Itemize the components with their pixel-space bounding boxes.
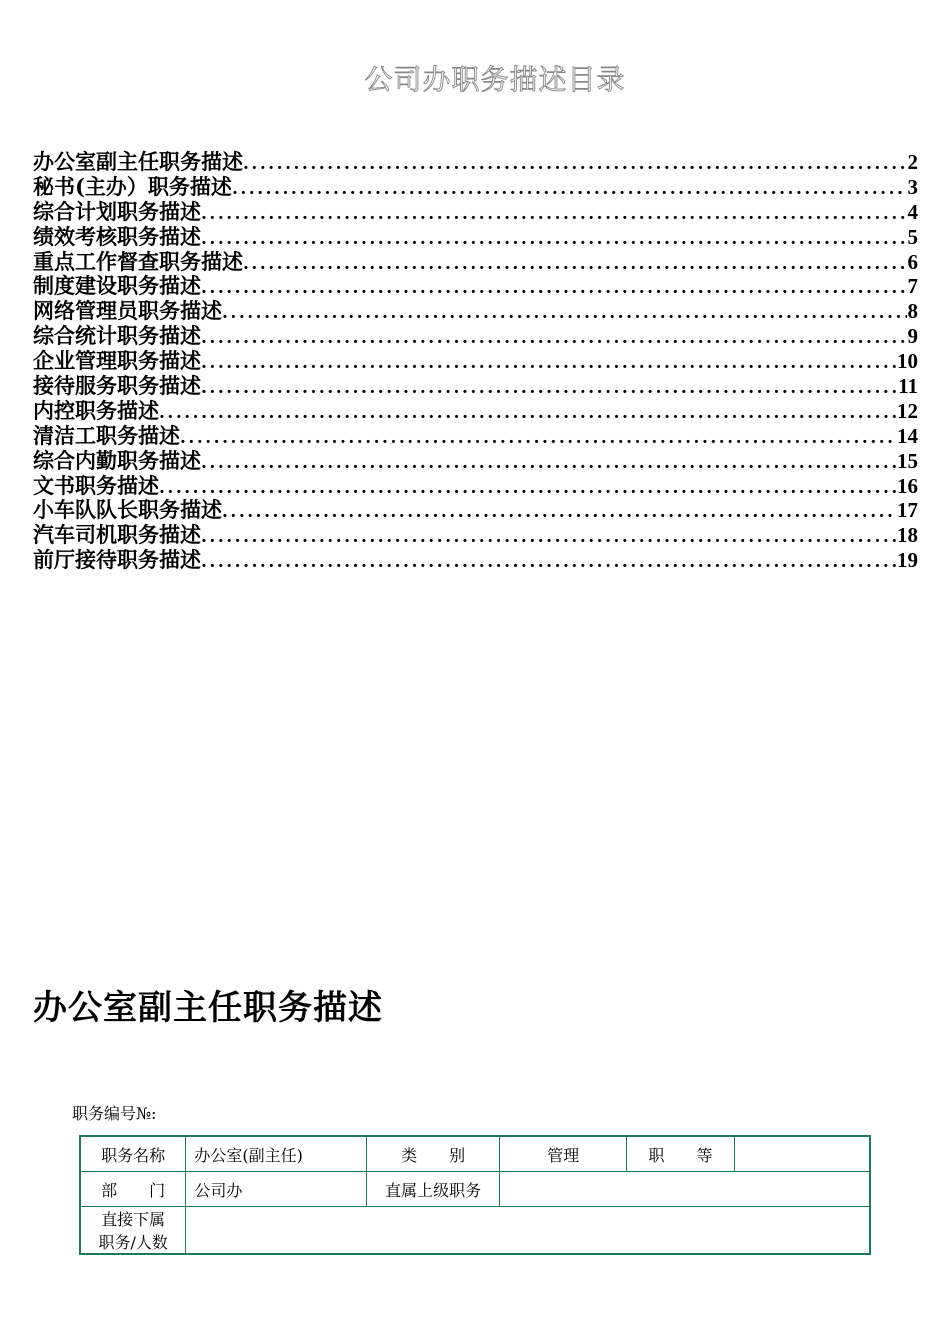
- table-row: [80, 1172, 870, 1207]
- toc-leader-dots: [201, 227, 907, 252]
- toc-leader-dots: [201, 525, 896, 550]
- toc-entry[interactable]: [33, 548, 918, 573]
- toc-entry-page: 16: [897, 473, 918, 498]
- toc-entry-label: 办公室副主任职务描述: [33, 149, 243, 174]
- toc-leader-dots: [232, 177, 907, 202]
- toc-entry-page: 10: [897, 349, 918, 374]
- toc-entry[interactable]: [33, 523, 918, 548]
- toc-leader-dots: [201, 451, 896, 476]
- toc-entry-page: 5: [907, 224, 918, 249]
- subordinates-label-line2: 职务/人数: [98, 1233, 168, 1252]
- toc-entry-label: 前厅接待职务描述: [33, 547, 201, 573]
- toc-entry[interactable]: [33, 150, 918, 175]
- toc-leader-dots: [243, 252, 907, 277]
- section-title: 办公室副主任职务描述: [33, 988, 383, 1028]
- category-label: 类 别: [366, 1136, 500, 1172]
- toc-leader-dots: [201, 202, 907, 227]
- table-row: [80, 1136, 870, 1172]
- toc-entry[interactable]: [33, 374, 918, 399]
- subordinates-label-line1: 直接下属: [101, 1210, 166, 1229]
- job-name-label: 职务名称: [80, 1136, 186, 1172]
- toc-entry-page: 17: [897, 498, 918, 523]
- toc-entry-page: 8: [907, 299, 918, 324]
- toc-entry-page: 7: [907, 274, 918, 299]
- toc-entry-page: 9: [907, 324, 918, 349]
- table-row: [80, 1207, 870, 1255]
- toc-entry-page: 15: [897, 448, 918, 473]
- toc-entry[interactable]: [33, 474, 918, 499]
- toc-entry-label: 网络管理员职务描述: [33, 298, 222, 324]
- subordinates-label: [80, 1207, 186, 1255]
- toc-entry[interactable]: [33, 399, 918, 424]
- toc-entry-label: 秘书(主办）职务描述: [33, 173, 232, 199]
- toc-entry[interactable]: [33, 175, 918, 200]
- toc-entry-label: 汽车司机职务描述: [33, 522, 201, 548]
- department-value: 公司办: [186, 1172, 366, 1207]
- toc-entry[interactable]: [33, 424, 918, 449]
- subordinates-value: [186, 1207, 870, 1255]
- toc-list: [33, 150, 918, 573]
- grade-label: 职 等: [627, 1136, 735, 1172]
- toc-leader-dots: [201, 550, 896, 575]
- job-info-table: [79, 1135, 871, 1255]
- toc-entry[interactable]: [33, 498, 918, 523]
- toc-entry-label: 综合计划职务描述: [33, 198, 201, 224]
- toc-entry-page: 4: [907, 199, 918, 224]
- toc-entry-label: 企业管理职务描述: [33, 348, 201, 374]
- toc-leader-dots: [201, 351, 896, 376]
- toc-entry-page: 19: [897, 548, 918, 573]
- toc-entry-label: 综合内勤职务描述: [33, 447, 201, 473]
- toc-leader-dots: [159, 476, 896, 501]
- toc-entry[interactable]: [33, 324, 918, 349]
- toc-entry-label: 绩效考核职务描述: [33, 223, 201, 249]
- department-label: 部 门: [80, 1172, 186, 1207]
- toc-leader-dots: [180, 426, 896, 451]
- category-value: 管理: [500, 1136, 627, 1172]
- superior-value: [500, 1172, 870, 1207]
- superior-label: 直属上级职务: [366, 1172, 500, 1207]
- toc-title: 公司办职务描述目录: [364, 63, 626, 96]
- toc-entry-page: 11: [898, 374, 918, 399]
- toc-entry-label: 接待服务职务描述: [33, 373, 201, 399]
- toc-leader-dots: [159, 401, 896, 426]
- toc-entry[interactable]: [33, 449, 918, 474]
- toc-entry-label: 内控职务描述: [33, 397, 159, 423]
- toc-entry-label: 文书职务描述: [33, 472, 159, 498]
- toc-leader-dots: [222, 301, 907, 326]
- toc-entry-page: 6: [907, 249, 918, 274]
- toc-leader-dots: [201, 376, 897, 401]
- grade-value: [734, 1136, 870, 1172]
- toc-entry-label: 重点工作督查职务描述: [33, 248, 243, 274]
- toc-entry-label: 综合统计职务描述: [33, 323, 201, 349]
- toc-entry-page: 18: [897, 523, 918, 548]
- toc-entry-page: 3: [907, 174, 918, 199]
- toc-leader-dots: [222, 500, 896, 525]
- toc-leader-dots: [201, 326, 907, 351]
- toc-entry-page: 2: [907, 150, 918, 174]
- toc-leader-dots: [243, 152, 907, 177]
- job-code-label: 职务编号№:: [72, 1104, 157, 1123]
- toc-entry-page: 14: [897, 423, 918, 448]
- toc-entry[interactable]: [33, 200, 918, 225]
- toc-entry[interactable]: [33, 299, 918, 324]
- toc-leader-dots: [201, 276, 907, 301]
- toc-entry[interactable]: [33, 250, 918, 275]
- toc-entry-label: 小车队队长职务描述: [33, 497, 222, 523]
- toc-entry[interactable]: [33, 225, 918, 250]
- toc-entry-page: 12: [897, 398, 918, 423]
- toc-entry-label: 制度建设职务描述: [33, 273, 201, 299]
- toc-entry-label: 清洁工职务描述: [33, 422, 180, 448]
- job-name-value: 办公室(副主任): [186, 1136, 366, 1172]
- toc-entry[interactable]: [33, 349, 918, 374]
- toc-entry[interactable]: [33, 274, 918, 299]
